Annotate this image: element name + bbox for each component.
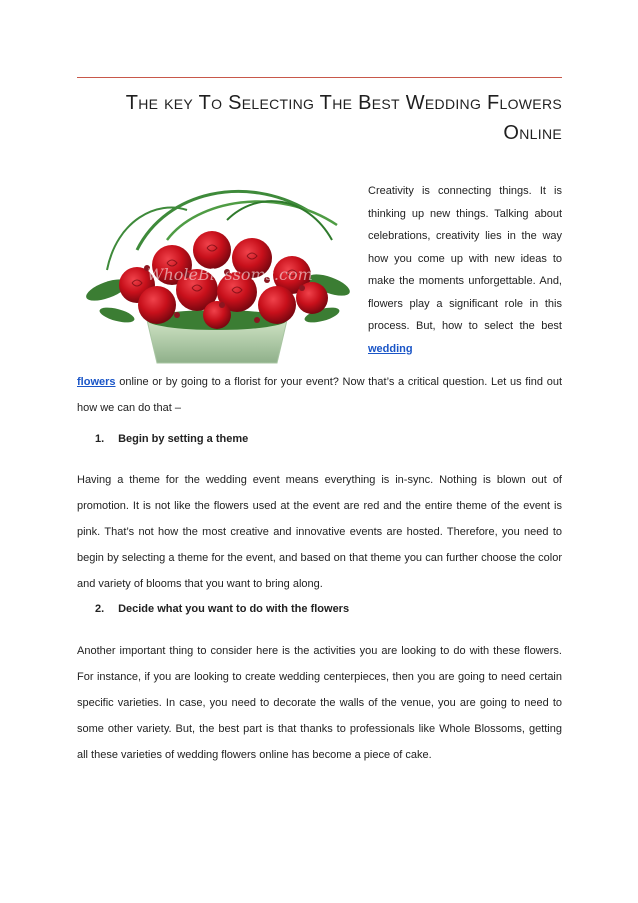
section-1-heading xyxy=(95,433,248,445)
page-title xyxy=(77,88,562,148)
intro-side-text: Creativity is connecting things. It is thinking up new things. Talking about celebrations, creativity lies in the way how you come up with new ideas to make the moments unforgettable. And, flowers play a significant role in this process. But, how to select the best wedding xyxy=(368,185,562,355)
header-rule xyxy=(77,77,562,78)
section-1-body: Having a theme for the wedding event means everything is in-sync. Nothing is blown out of promotion. It is not like the flowers used at the event are red and the entire theme of the event is pink. That’s not how the most creative and innovative events are hosted. Therefore, you need to begin by selecting a theme for the event, and based on that theme you can further choose the color and variety of blooms that you want to bring along. xyxy=(77,474,562,590)
section-2-heading xyxy=(95,603,349,615)
section-2-heading-text: Decide what you want to do with the flowers xyxy=(118,603,350,615)
section-2-body: Another important thing to consider here is the activities you are looking to do with these flowers. For instance, if you are looking to create wedding centerpieces, then you are going to need certain specific varieties. In case, you need to decorate the walls of the venue, you are going to need to some other variety. But, the best part is that thanks to professionals like Whole Blossoms, getting all these varieties of wedding flowers online has become a piece of cake. xyxy=(77,645,562,761)
title-line-2: Online xyxy=(503,122,562,144)
section-1-heading-text: Begin by setting a theme xyxy=(118,433,249,445)
intro-continuation-text: online or by going to a florist for your event? Now that’s a critical question. Let us find out how we can do that – xyxy=(77,376,562,414)
wedding-flowers-link-start[interactable]: flowers xyxy=(77,376,116,388)
wedding-flowers-link-end[interactable]: wedding xyxy=(368,342,413,355)
intro-paragraph-continued xyxy=(77,369,562,421)
flower-arrangement-image xyxy=(77,180,359,367)
svg-text:WholeBlossoms.com: WholeBlossoms.com xyxy=(147,265,313,284)
section-1-number: 1. xyxy=(95,433,105,445)
section-2-number: 2. xyxy=(95,603,105,615)
title-line-1: The key To Selecting The Best Wedding Flowers xyxy=(125,92,562,114)
